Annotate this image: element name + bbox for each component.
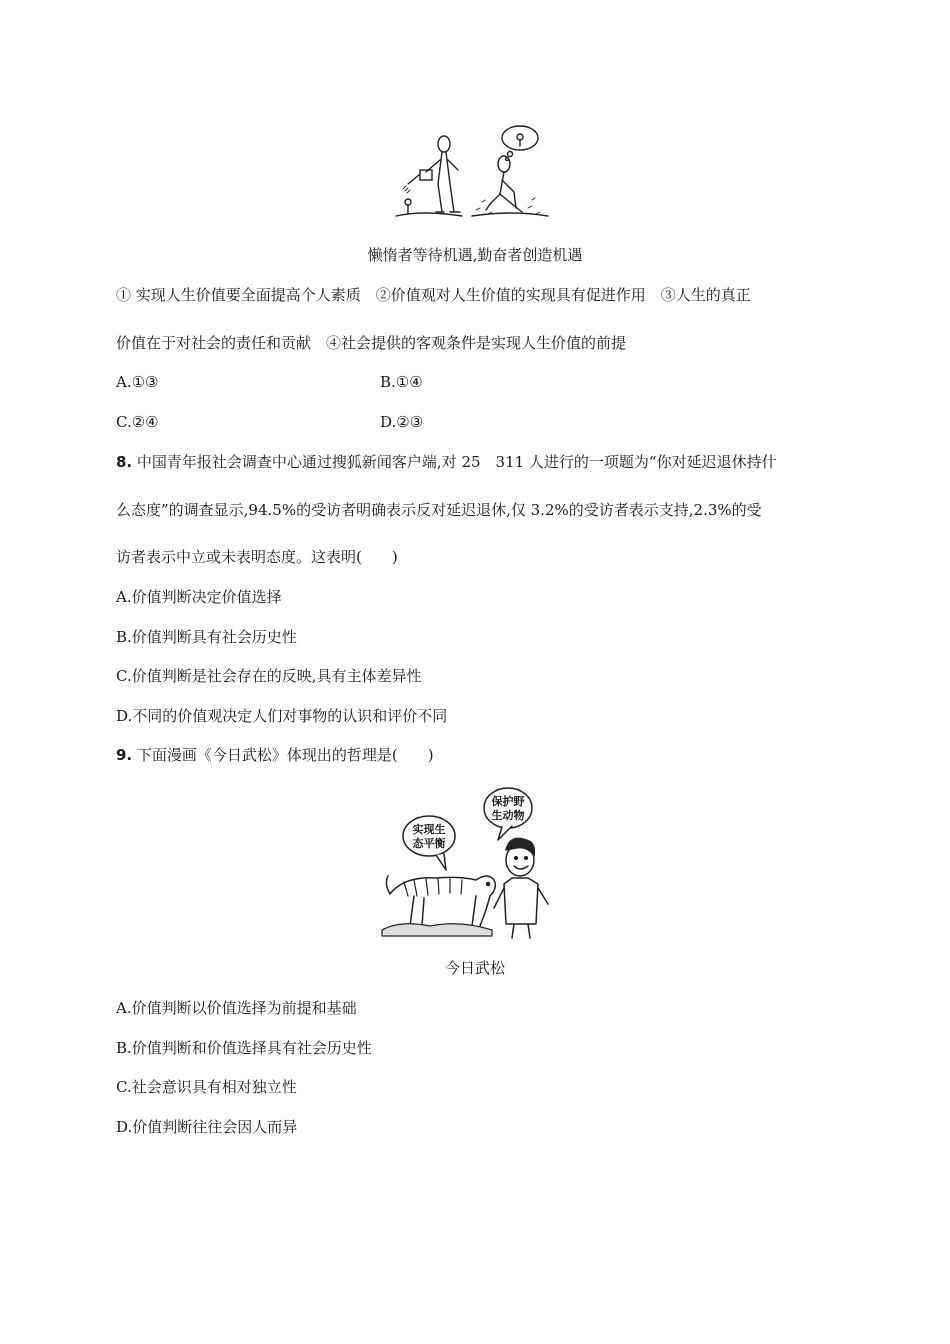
q7-option-a[interactable]: A.①③ [116,373,159,391]
q7-option-row2 [116,412,424,432]
bubble-right-line2: 生动物 [491,809,525,822]
q8-stem-text1: 中国青年报社会调查中心通过搜狐新闻客户端,对 25 311 人进行的一项题为“你对延迟退休持什 [132,453,777,471]
q9-stem-text: 下面漫画《今日武松》体现出的哲理是( ) [132,746,434,764]
wusong-cartoon [380,784,570,944]
q8-stem-line2: 么态度”的调查显示,94.5%的受访者明确表示反对延迟退休,仅 3.2%的受访者表示支持,2.3%的受 [116,501,762,519]
q9-option-a[interactable]: A.价值判断以价值选择为前提和基础 [116,999,357,1017]
figure2-caption: 今日武松 [444,959,505,977]
bubble-right-line1: 保护野 [491,795,525,808]
q8-stem-line1 [116,452,777,472]
figure1-caption: 懒惰者等待机遇,勤奋者创造机遇 [367,246,583,264]
q8-option-c[interactable]: C.价值判断是社会存在的反映,具有主体差异性 [116,667,422,685]
q9-option-b[interactable]: B.价值判断和价值选择具有社会历史性 [116,1039,372,1057]
bubble-left-line1: 实现生 [412,823,446,836]
q8-stem-line3: 访者表示中立或未表明态度。这表明( ) [116,548,398,566]
q7-option-b[interactable]: B.①④ [380,373,423,391]
q7-statements-line2: 价值在于对社会的责任和贡献 ④社会提供的客观条件是实现人生价值的前提 [116,334,627,352]
q8-number: 8. [116,453,133,471]
q9-option-d[interactable]: D.价值判断往往会因人而异 [116,1118,298,1136]
q8-option-d[interactable]: D.不同的价值观决定人们对事物的认识和评价不同 [116,707,448,725]
q9-stem [116,745,434,765]
q8-option-b[interactable]: B.价值判断具有社会历史性 [116,628,297,646]
speech-bubble-right [484,788,532,828]
lazy-diligent-cartoon [392,124,552,220]
q7-option-c[interactable]: C.②④ [116,413,159,431]
q7-option-d[interactable]: D.②③ [380,413,424,431]
tiger-icon [386,876,495,926]
q9-option-c[interactable]: C.社会意识具有相对独立性 [116,1078,297,1096]
q8-option-a[interactable]: A.价值判断决定价值选择 [116,588,282,606]
q7-option-row1 [116,372,423,392]
q9-number: 9. [116,746,133,764]
speech-bubble-left [403,816,455,856]
bubble-left-line2: 态平衡 [412,837,446,850]
q7-statements-line1: ① 实现人生价值要全面提高个人素质 ②价值观对人生价值的实现具有促进作用 ③人生的真正 [116,286,751,304]
